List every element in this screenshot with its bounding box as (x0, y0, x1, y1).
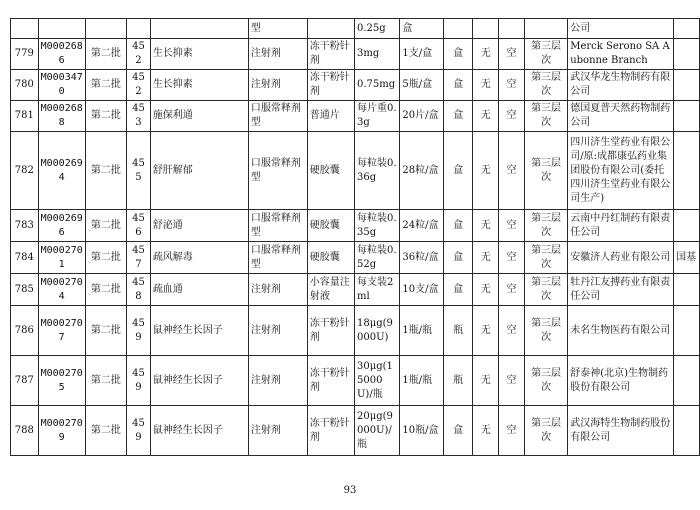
cell-seq: 459 (127, 306, 151, 356)
cell-unit: 盒 (443, 274, 473, 306)
table-row (11, 356, 700, 406)
cell-company: 公司 (568, 19, 674, 39)
cell-batch: 第二批 (85, 132, 126, 210)
cell-name: 施保利通 (150, 101, 248, 132)
cell-type: 冻干粉针剂 (307, 306, 354, 356)
cell-extra (674, 19, 700, 39)
cell-flag1: 无 (473, 132, 499, 210)
cell-form: 型 (248, 19, 307, 39)
cell-spec: 每粒装0.52g (355, 242, 400, 274)
cell-pack: 24粒/盒 (400, 210, 443, 242)
cell-pack: 10支/盒 (400, 274, 443, 306)
cell-seq: 452 (127, 39, 151, 70)
cell-no: 782 (11, 132, 39, 210)
cell-batch: 第二批 (85, 356, 126, 406)
cell-type: 冻干粉针剂 (307, 70, 354, 101)
cell-extra: 国基 (674, 242, 700, 274)
table-row (11, 242, 700, 274)
cell-no: 786 (11, 306, 39, 356)
cell-flag1: 无 (473, 242, 499, 274)
cell-batch: 第二批 (85, 210, 126, 242)
cell-unit: 瓶 (443, 356, 473, 406)
cell-code: M0002705 (38, 356, 85, 406)
cell-company: 牡丹江友搏药业有限责任公司 (568, 274, 674, 306)
cell-spec: 0.75mg (355, 70, 400, 101)
cell-pack: 1瓶/瓶 (400, 306, 443, 356)
cell-flag1: 无 (473, 70, 499, 101)
cell-form: 注射剂 (248, 406, 307, 456)
table-row (11, 39, 700, 70)
cell-unit: 盒 (443, 70, 473, 101)
table-row-partial (11, 19, 700, 39)
cell-no: 783 (11, 210, 39, 242)
cell-spec: 3mg (355, 39, 400, 70)
cell-batch: 第二批 (85, 70, 126, 101)
cell-flag2: 空 (499, 132, 525, 210)
cell-flag1: 无 (473, 39, 499, 70)
cell-type: 硬胶囊 (307, 132, 354, 210)
cell-extra (674, 132, 700, 210)
cell-name: 疏风解毒 (150, 242, 248, 274)
cell-type: 硬胶囊 (307, 210, 354, 242)
table-row (11, 406, 700, 456)
cell-level (524, 19, 567, 39)
cell-flag1: 无 (473, 210, 499, 242)
cell-company: 舒泰神(北京)生物制药股份有限公司 (568, 356, 674, 406)
cell-company: 武汉海特生物制药股份有限公司 (568, 406, 674, 456)
cell-extra (674, 406, 700, 456)
cell-flag1: 无 (473, 356, 499, 406)
cell-code: M0002696 (38, 210, 85, 242)
cell-code: M0002709 (38, 406, 85, 456)
cell-name: 鼠神经生长因子 (150, 306, 248, 356)
cell-seq: 458 (127, 274, 151, 306)
cell-code: M0002701 (38, 242, 85, 274)
cell-seq: 455 (127, 132, 151, 210)
cell-unit: 盒 (443, 132, 473, 210)
cell-flag2: 空 (499, 242, 525, 274)
cell-name: 生长抑素 (150, 70, 248, 101)
cell-extra (674, 39, 700, 70)
cell-form: 注射剂 (248, 70, 307, 101)
cell-pack: 盒 (400, 19, 443, 39)
cell-code: M0002688 (38, 101, 85, 132)
cell-spec: 每粒装0.35g (355, 210, 400, 242)
cell-form: 口服常释剂型 (248, 132, 307, 210)
cell-pack: 1支/盒 (400, 39, 443, 70)
cell-type: 冻干粉针剂 (307, 406, 354, 456)
cell-seq: 452 (127, 70, 151, 101)
cell-pack: 5瓶/盒 (400, 70, 443, 101)
cell-pack: 10瓶/盒 (400, 406, 443, 456)
cell-spec: 每片重0.3g (355, 101, 400, 132)
cell-seq (127, 19, 151, 39)
cell-no (11, 19, 39, 39)
cell-seq: 453 (127, 101, 151, 132)
table-row (11, 306, 700, 356)
cell-type: 小容量注射液 (307, 274, 354, 306)
cell-flag2 (499, 19, 525, 39)
cell-extra (674, 70, 700, 101)
cell-no: 787 (11, 356, 39, 406)
cell-flag2: 空 (499, 306, 525, 356)
cell-company: 云南中丹红制药有限责任公司 (568, 210, 674, 242)
cell-batch: 第二批 (85, 274, 126, 306)
cell-company: 武汉华龙生物制药有限公司 (568, 70, 674, 101)
cell-flag2: 空 (499, 356, 525, 406)
cell-name (150, 19, 248, 39)
cell-unit: 盒 (443, 101, 473, 132)
cell-flag1: 无 (473, 101, 499, 132)
cell-company: Merck Serono SA Aubonne Branch (568, 39, 674, 70)
table-body (11, 19, 700, 456)
cell-form: 注射剂 (248, 356, 307, 406)
cell-flag1: 无 (473, 406, 499, 456)
table-row (11, 274, 700, 306)
cell-flag2: 空 (499, 274, 525, 306)
cell-spec: 0.25g (355, 19, 400, 39)
cell-unit: 盒 (443, 39, 473, 70)
cell-pack: 1瓶/瓶 (400, 356, 443, 406)
cell-extra (674, 210, 700, 242)
cell-flag2: 空 (499, 406, 525, 456)
cell-flag1 (473, 19, 499, 39)
cell-form: 注射剂 (248, 274, 307, 306)
cell-flag2: 空 (499, 39, 525, 70)
cell-level: 第三层次 (524, 306, 567, 356)
cell-seq: 459 (127, 356, 151, 406)
cell-company: 未名生物医药有限公司 (568, 306, 674, 356)
cell-level: 第三层次 (524, 274, 567, 306)
cell-spec: 每支装2ml (355, 274, 400, 306)
table-row (11, 210, 700, 242)
cell-code: M0002686 (38, 39, 85, 70)
cell-level: 第三层次 (524, 39, 567, 70)
cell-level: 第三层次 (524, 101, 567, 132)
cell-level: 第三层次 (524, 242, 567, 274)
cell-spec: 每粒装0.36g (355, 132, 400, 210)
cell-no: 779 (11, 39, 39, 70)
page-number: 93 (343, 485, 357, 496)
cell-seq: 459 (127, 406, 151, 456)
cell-level: 第三层次 (524, 132, 567, 210)
cell-pack: 28粒/盒 (400, 132, 443, 210)
cell-extra (674, 356, 700, 406)
cell-batch: 第二批 (85, 39, 126, 70)
cell-spec: 30μg(15000U)/瓶 (355, 356, 400, 406)
cell-unit: 盒 (443, 242, 473, 274)
cell-type: 硬胶囊 (307, 242, 354, 274)
cell-form: 口服常释剂型 (248, 242, 307, 274)
cell-no: 785 (11, 274, 39, 306)
cell-type (307, 19, 354, 39)
drug-list-table (10, 18, 700, 456)
cell-unit: 盒 (443, 210, 473, 242)
cell-seq: 456 (127, 210, 151, 242)
cell-pack: 36粒/盒 (400, 242, 443, 274)
cell-level: 第三层次 (524, 406, 567, 456)
cell-company: 四川济生堂药业有限公司/原:成都康弘药业集团股份有限公司(委托四川济生堂药业有限公司生产) (568, 132, 674, 210)
cell-no: 781 (11, 101, 39, 132)
cell-form: 注射剂 (248, 306, 307, 356)
cell-batch: 第二批 (85, 406, 126, 456)
cell-no: 788 (11, 406, 39, 456)
cell-company: 安徽济人药业有限公司 (568, 242, 674, 274)
cell-unit (443, 19, 473, 39)
cell-extra (674, 101, 700, 132)
cell-level: 第三层次 (524, 70, 567, 101)
cell-unit: 瓶 (443, 306, 473, 356)
table-row (11, 70, 700, 101)
cell-type: 冻干粉针剂 (307, 356, 354, 406)
cell-seq: 457 (127, 242, 151, 274)
cell-code: M0002694 (38, 132, 85, 210)
cell-level: 第三层次 (524, 356, 567, 406)
cell-flag2: 空 (499, 210, 525, 242)
cell-name: 舒泌通 (150, 210, 248, 242)
cell-pack: 20片/盒 (400, 101, 443, 132)
cell-name: 疏血通 (150, 274, 248, 306)
table-row (11, 101, 700, 132)
cell-spec: 18μg(9000U) (355, 306, 400, 356)
cell-flag1: 无 (473, 306, 499, 356)
cell-flag1: 无 (473, 274, 499, 306)
cell-batch: 第二批 (85, 306, 126, 356)
cell-unit: 盒 (443, 406, 473, 456)
cell-extra (674, 274, 700, 306)
cell-no: 780 (11, 70, 39, 101)
cell-name: 生长抑素 (150, 39, 248, 70)
cell-form: 注射剂 (248, 39, 307, 70)
cell-batch (85, 19, 126, 39)
cell-code (38, 19, 85, 39)
cell-batch: 第二批 (85, 242, 126, 274)
cell-level: 第三层次 (524, 210, 567, 242)
cell-flag2: 空 (499, 101, 525, 132)
cell-form: 口服常释剂型 (248, 210, 307, 242)
cell-code: M0002707 (38, 306, 85, 356)
cell-spec: 20μg(9000U)/瓶 (355, 406, 400, 456)
cell-code: M0003470 (38, 70, 85, 101)
cell-name: 鼠神经生长因子 (150, 356, 248, 406)
cell-batch: 第二批 (85, 101, 126, 132)
cell-form: 口服常释剂型 (248, 101, 307, 132)
table-row (11, 132, 700, 210)
cell-name: 鼠神经生长因子 (150, 406, 248, 456)
cell-type: 冻干粉针剂 (307, 39, 354, 70)
cell-name: 舒肝解郁 (150, 132, 248, 210)
cell-flag2: 空 (499, 70, 525, 101)
cell-extra (674, 306, 700, 356)
cell-type: 普通片 (307, 101, 354, 132)
cell-no: 784 (11, 242, 39, 274)
cell-code: M0002704 (38, 274, 85, 306)
cell-company: 德国夏普天然药物制药公司 (568, 101, 674, 132)
